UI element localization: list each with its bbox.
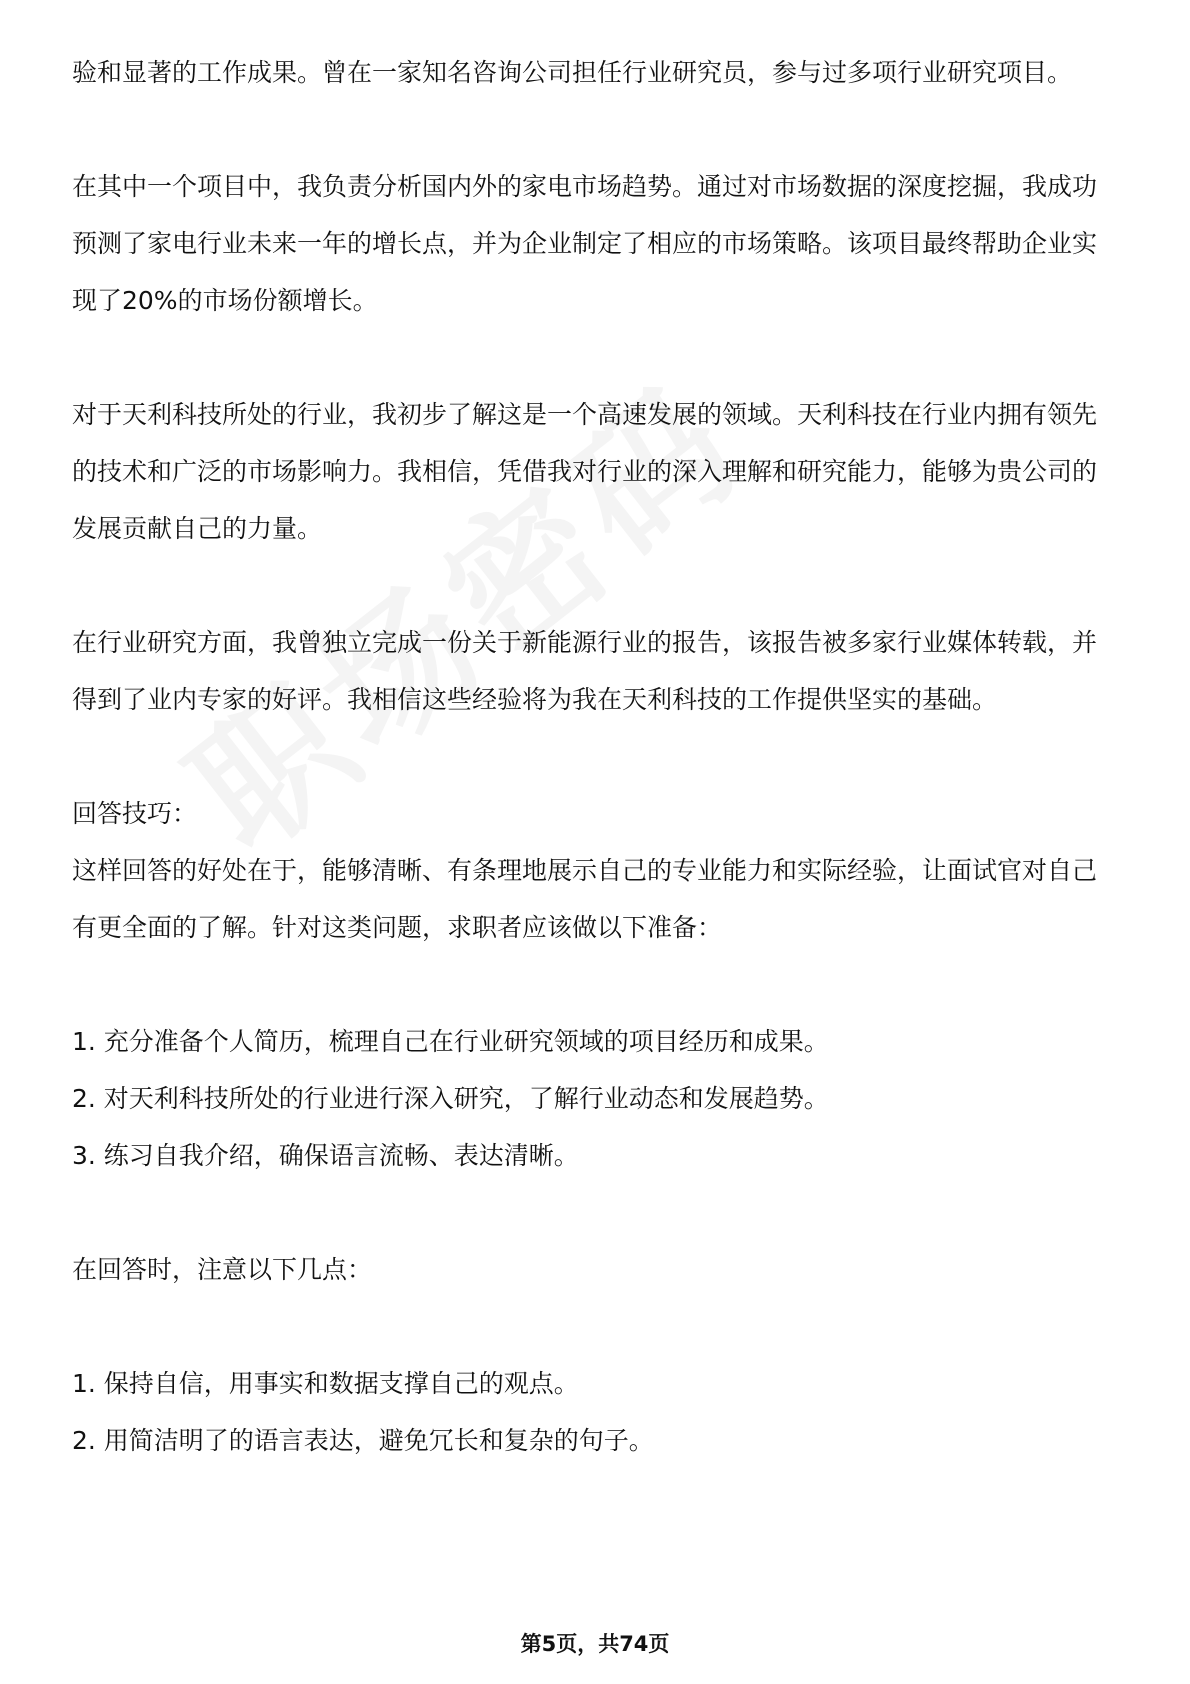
paragraph-4: 在行业研究方面，我曾独立完成一份关于新能源行业的报告，该报告被多家行业媒体转载，并得到了业内专家的好评。我相信这些经验将为我在天利科技的工作提供坚实的基础。 bbox=[72, 628, 1098, 714]
paragraph-3: 对于天利科技所处的行业，我初步了解这是一个高速发展的领域。天利科技在行业内拥有领先的技术和广泛的市场影响力。我相信，凭借我对行业的深入理解和研究能力，能够为贵公司的发展贡献自己的力量。 bbox=[72, 400, 1098, 543]
prep-item-2: 2. 对天利科技所处的行业进行深入研究，了解行业动态和发展趋势。 bbox=[72, 1084, 829, 1113]
prep-item-1: 1. 充分准备个人简历，梳理自己在行业研究领域的项目经历和成果。 bbox=[72, 1027, 829, 1056]
note-item-2: 2. 用简洁明了的语言表达，避免冗长和复杂的句子。 bbox=[72, 1426, 654, 1455]
page-content bbox=[72, 44, 1118, 1469]
tips-intro: 这样回答的好处在于，能够清晰、有条理地展示自己的专业能力和实际经验，让面试官对自己有更全面的了解。针对这类问题，求职者应该做以下准备： bbox=[72, 856, 1098, 942]
paragraph-1: 验和显著的工作成果。曾在一家知名咨询公司担任行业研究员，参与过多项行业研究项目。 bbox=[72, 58, 1073, 87]
note-item-1: 1. 保持自信，用事实和数据支撑自己的观点。 bbox=[72, 1369, 579, 1398]
page-number: 第5页，共74页 bbox=[520, 1632, 670, 1656]
tips-heading: 回答技巧： bbox=[72, 799, 198, 828]
prep-item-3: 3. 练习自我介绍，确保语言流畅、表达清晰。 bbox=[72, 1141, 579, 1170]
paragraph-2: 在其中一个项目中，我负责分析国内外的家电市场趋势。通过对市场数据的深度挖掘，我成功预测了家电行业未来一年的增长点，并为企业制定了相应的市场策略。该项目最终帮助企业实现了20%的市场份额增长。 bbox=[72, 172, 1098, 315]
notes-heading: 在回答时，注意以下几点： bbox=[72, 1255, 373, 1284]
